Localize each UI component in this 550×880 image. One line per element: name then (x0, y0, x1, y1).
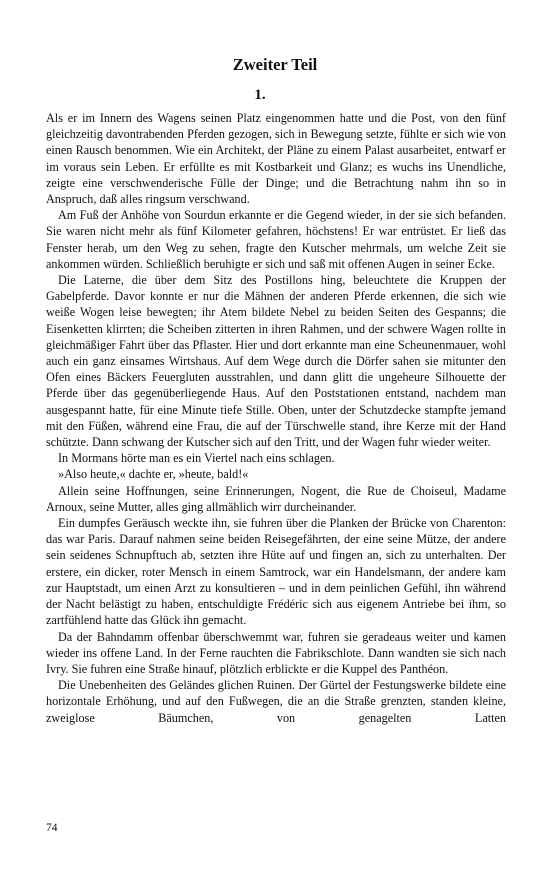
paragraph: In Mormans hörte man es ein Viertel nach eins schlagen. (58, 451, 335, 466)
paragraph: Die Unebenheiten des Geländes glichen Ruinen. Der Gürtel der Festungswerke bildete eine horizontale Erhöhung, und auf den Fußwegen, die an die Straße grenzten, standen kleine, zweiglose Bäumchen, von genagelten Latten (46, 678, 506, 725)
paragraph: »Also heute,« dachte er, »heute, bald!« (58, 467, 249, 482)
paragraph: Am Fuß der Anhöhe von Sourdun erkannte er die Gegend wieder, in der sie sich befanden. Sie waren nicht mehr als fünf Kilometer gefahren, höchstens! Er war entrüstet. Er ließ das Fenster herab, um den Weg zu sehen, fragte den Kutscher mehrmals, um welche Zeit sie ankommen würden. Schließlich beruhigte er sich und saß mit offenen Augen in seiner Ecke. (46, 208, 506, 271)
paragraph: Die Laterne, die über dem Sitz des Postillons hing, beleuchtete die Kruppen der Gabelpferde. Davor konnte er nur die Mähnen der anderen Pferde erkennen, die sich wie weiße Wogen leise bewegten; ihr Atem bildete Nebel zu beiden Seiten des Gespanns; die Eisenketten klirrten; die Scheiben zitterten in ihren Rahmen, und der schwere Wagen rollte in gleichmäßiger Fahrt über das Pflaster. Hier und dort erkannte man eine Scheunenmauer, wohl auch ein ganz einsames Wirtshaus. Auf dem Wege durch die Dörfer sahen sie mitunter den Ofen eines Bäckers Feuergluten ausstrahlen, und dann glitt die ungeheure Silhouette der Pferde über das gegenüberliegende Haus. Auf den Poststationen entstand, nachdem man ausgespannt hatte, für eine Minute tiefe Stille. Oben, unter der Schutzdecke stampfte jemand mit den Füßen, während eine Frau, die auf der Türschwelle stand, ihre Kerze mit der Hand schützte. Dann schwang der Kutscher sich auf den Tritt, und der Wagen fuhr wieder weiter. (46, 273, 506, 450)
paragraph: Ein dumpfes Geräusch weckte ihn, sie fuhren über die Planken der Brücke von Charenton: das war Paris. Darauf nahmen seine beiden Reisegefährten, der eine seine Mütze, der andere sein seidenes Schnupftuch ab, setzten ihre Hüte auf und fingen an, sich zu unterhalten. Der erstere, ein dicker, roter Mensch in einem Samtrock, war ein Handelsmann, der andere kam zur Hauptstadt, um einen Arzt zu konsultieren – und in dem peinlichen Gefühl, ihn während der Nacht belästigt zu haben, entschuldigte Frédéric sich aus eigenem Antriebe bei ihm, so zartfühlend hatte das Glück ihn gemacht. (46, 516, 506, 628)
page-number: 74 (46, 822, 58, 834)
body-text (46, 110, 506, 726)
part-title: Zweiter Teil (232, 55, 318, 74)
paragraph: Als er im Innern des Wagens seinen Platz eingenommen hatte und die Post, von den fünf gleichzeitig davontrabenden Pferden gezogen, sich in Bewegung setzte, fühlte er sich wie von einen Rausch benommen. Wie ein Architekt, der Pläne zu einem Palast ausarbeitet, entwarf er im voraus sein Leben. Er erfüllte es mit Kostbarkeit und Glanz; es wuchs ins Unendliche, zeigte eine verschwenderische Fülle der Dinge; und die Betrachtung nahm ihn so in Anspruch, daß alles ringsum verschwand. (46, 111, 506, 207)
paragraph: Da der Bahndamm offenbar überschwemmt war, fuhren sie geradeaus weiter und kamen wieder ins offene Land. In der Ferne rauchten die Fabrikschlote. Dann wandten sie sich nach Ivry. Sie fuhren eine Straße hinauf, plötzlich erblickte er die Kuppel des Panthéon. (46, 629, 506, 676)
paragraph: Allein seine Hoffnungen, seine Erinnerungen, Nogent, die Rue de Choiseul, Madame Arnoux, seine Mutter, alles ging allmählich wirr durcheinander. (46, 483, 506, 514)
chapter-number: 1. (254, 87, 266, 103)
